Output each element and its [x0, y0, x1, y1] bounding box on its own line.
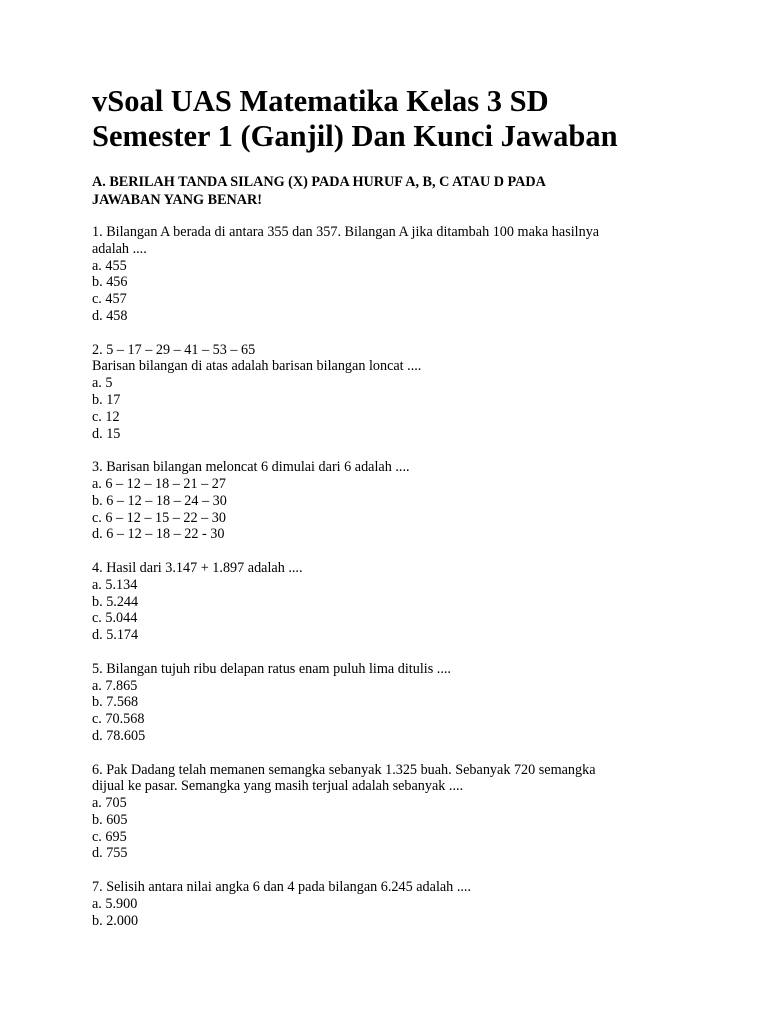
- answer-option: b. 7.568: [92, 694, 139, 711]
- answer-option: d. 5.174: [92, 627, 139, 644]
- question-text-line: 7. Selisih antara nilai angka 6 dan 4 pada bilangan 6.245 adalah ....: [92, 879, 472, 896]
- question-text-line: 6. Pak Dadang telah memanen semangka sebanyak 1.325 buah. Sebanyak 720 semangka: [92, 761, 596, 778]
- answer-option: a. 7.865: [92, 677, 138, 694]
- instruction-line-1: A. BERILAH TANDA SILANG (X) PADA HURUF A, B, C ATAU D PADA: [92, 174, 546, 190]
- title-line-2: Semester 1 (Ganjil) Dan Kunci Jawaban: [92, 119, 618, 153]
- document-page: [92, 84, 692, 946]
- instruction-line-2: JAWABAN YANG BENAR!: [92, 192, 263, 208]
- question-item: [92, 762, 692, 863]
- answer-option: c. 12: [92, 408, 120, 425]
- answer-option: a. 705: [92, 795, 127, 812]
- answer-option: d. 458: [92, 307, 128, 324]
- answer-option: a. 6 – 12 – 18 – 21 – 27: [92, 475, 226, 492]
- answer-option: b. 6 – 12 – 18 – 24 – 30: [92, 492, 227, 509]
- answer-option: c. 695: [92, 828, 127, 845]
- answer-option: c. 5.044: [92, 610, 138, 627]
- answer-option: b. 17: [92, 391, 121, 408]
- answer-option: d. 6 – 12 – 18 – 22 - 30: [92, 526, 225, 543]
- question-list: [92, 224, 692, 929]
- question-text-line: 1. Bilangan A berada di antara 355 dan 357. Bilangan A jika ditambah 100 maka hasilnya: [92, 224, 600, 240]
- question-text-line: 4. Hasil dari 3.147 + 1.897 adalah ....: [92, 559, 303, 576]
- question-item: [92, 342, 692, 443]
- question-item: [92, 224, 692, 325]
- section-instruction: [92, 173, 692, 209]
- question-item: [92, 459, 692, 543]
- question-item: [92, 661, 692, 745]
- question-text-line: Barisan bilangan di atas adalah barisan bilangan loncat ....: [92, 358, 422, 375]
- question-text-line: adalah ....: [92, 240, 147, 257]
- question-text-line: 5. Bilangan tujuh ribu delapan ratus enam puluh lima ditulis ....: [92, 660, 451, 677]
- question-text-line: 3. Barisan bilangan meloncat 6 dimulai dari 6 adalah ....: [92, 459, 410, 476]
- answer-option: c. 457: [92, 291, 127, 308]
- answer-option: b. 605: [92, 811, 128, 828]
- answer-option: d. 78.605: [92, 727, 146, 744]
- answer-option: d. 15: [92, 425, 121, 442]
- question-text-line: 2. 5 – 17 – 29 – 41 – 53 – 65: [92, 341, 256, 358]
- question-item: [92, 560, 692, 644]
- answer-option: a. 455: [92, 257, 127, 274]
- document-title: [92, 84, 692, 154]
- answer-option: b. 456: [92, 274, 128, 291]
- answer-option: b. 5.244: [92, 593, 139, 610]
- answer-option: a. 5.134: [92, 576, 138, 593]
- question-item: [92, 879, 692, 929]
- answer-option: a. 5: [92, 375, 113, 392]
- answer-option: b. 2.000: [92, 912, 139, 929]
- answer-option: c. 70.568: [92, 711, 145, 728]
- title-line-1: vSoal UAS Matematika Kelas 3 SD: [92, 84, 549, 118]
- answer-option: a. 5.900: [92, 895, 138, 912]
- answer-option: c. 6 – 12 – 15 – 22 – 30: [92, 509, 226, 526]
- question-text-line: dijual ke pasar. Semangka yang masih terjual adalah sebanyak ....: [92, 778, 464, 795]
- answer-option: d. 755: [92, 845, 128, 862]
